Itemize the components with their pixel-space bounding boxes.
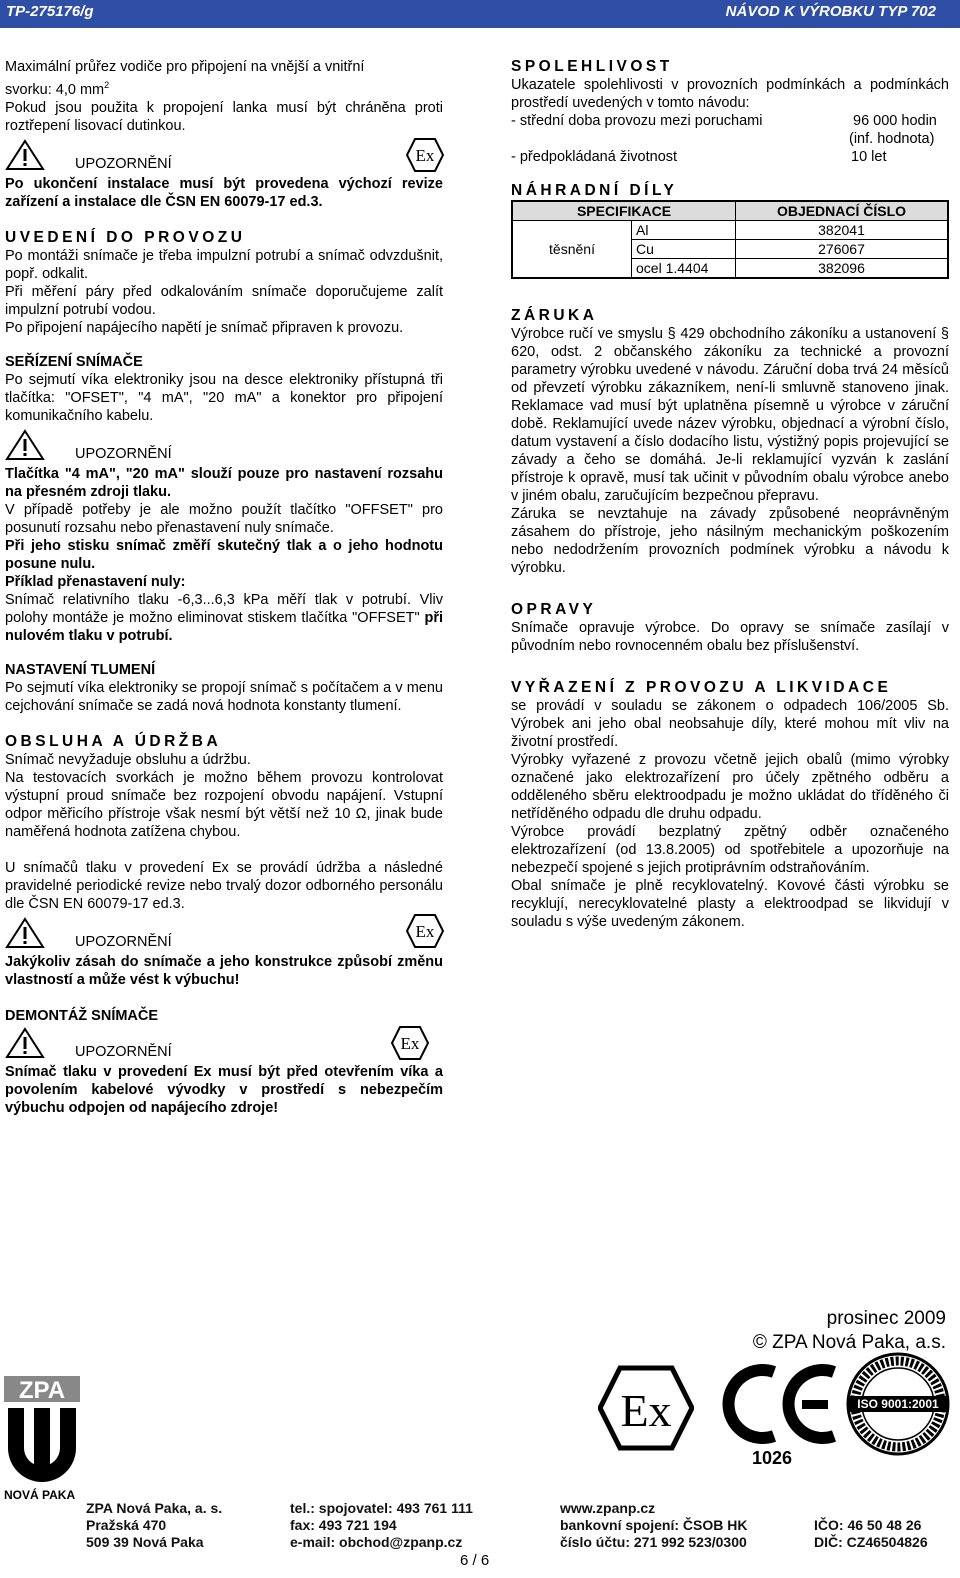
- svg-text:Ex: Ex: [415, 921, 435, 941]
- warning-triangle-icon: [5, 139, 45, 171]
- paragraph: Maximální průřez vodiče pro připojení na vnější a vnitřní: [5, 59, 365, 75]
- ex-hexagon-icon: [405, 137, 445, 173]
- paragraph: Snímače opravuje výrobce. Do opravy se snímače zasílají v původním nebo rovnocenném obalu bez příslušenství.: [511, 620, 949, 654]
- paragraph: Obal snímače je plně recyklovatelný. Kovové části výrobku se recyklují, nerecyklovatelné plasty a elektroodpad se likvidují v souladu s výše uvedeným zákonem.: [511, 878, 949, 930]
- doc-id: TP-275176/g: [6, 3, 94, 20]
- svg-text:Ex: Ex: [400, 1033, 420, 1053]
- table-cell: Cu: [632, 240, 736, 259]
- copyright: © ZPA Nová Paka, a.s.: [752, 1332, 946, 1353]
- page-header: [0, 0, 960, 28]
- table-cell: 382041: [736, 221, 949, 240]
- paragraph: Snímač relativního tlaku -6,3...6,3 kPa měří tlak v potrubí. Vliv polohy montáže je možno eliminovat stiskem tlačítka "OFFSET" při nulovém tlaku v potrubí.: [5, 591, 443, 644]
- warning-label: UPOZORNĚNÍ: [75, 445, 172, 462]
- section-heading: DEMONTÁŽ SNÍMAČE: [5, 1007, 159, 1024]
- section-heading: SPOLEHLIVOST: [511, 58, 673, 75]
- spare-parts-table: [511, 200, 949, 279]
- warning-block: [5, 1027, 443, 1063]
- svg-text:Ex: Ex: [415, 145, 435, 165]
- ex-hexagon-icon: [390, 1025, 430, 1061]
- date-block: [760, 1306, 946, 1332]
- reliability-row: - předpokládaná životnost 10 let: [511, 149, 887, 165]
- table-header: SPECIFIKACE: [512, 201, 736, 221]
- paragraph: Výrobce ručí ve smyslu § 429 obchodního zákoníku a ustanovení § 620, odst. 2 občanského zákoníku za technické a provozní parametry výrobku uvedené v návodu. Záruční doba trvá 24 měsíců od převzetí výrobku zákazníkem, není-li smluvně stanoveno jinak. Reklamace vad musí být uplatněna písemně u výrobce v záruční době. Reklamující uvede název výrobku, objednací a výrobní číslo, datum vystavení a číslo dodacího listu, výstižný popis projevující se závady a čeho se domáhá. Je-li reklamující vyzván k zaslání přístroje k opravě, musí tak učinit v původním obalu výrobce anebo v jiném obalu, zaručujícím bezpečnou přepravu.: [511, 326, 949, 504]
- paragraph: Příklad přenastavení nuly:: [5, 573, 186, 590]
- ex-hexagon-icon: [405, 913, 445, 949]
- reliability-row: - střední doba provozu mezi poruchami 96 000 hodin: [511, 113, 937, 129]
- paragraph: Po sejmutí víka elektroniky se propojí snímač s počítačem a v menu cejchování snímače se zadá nová hodnota konstanty tlumení.: [5, 679, 443, 714]
- fax: fax: 493 721 194: [290, 1517, 397, 1533]
- paragraph: Záruka se nevztahuje na závady způsobené neoprávněným zásahem do přístroje, jeho násilným mechanickým poškozením nebo nedodržením provozních podmínek výrobku a návodu k výrobku.: [511, 506, 949, 576]
- paragraph: Ukazatele spolehlivosti v provozních podmínkách a podmínkách prostředí uvedených v tomto návodu:: [511, 77, 949, 111]
- ex-mark-icon: [598, 1364, 694, 1452]
- logo-subtitle: NOVÁ PAKA: [4, 1488, 76, 1502]
- warning-triangle-icon: [5, 1027, 45, 1059]
- paragraph: Po připojení napájecího napětí je snímač připraven k provozu.: [5, 319, 404, 336]
- section-heading: OPRAVY: [511, 601, 597, 618]
- paragraph: Výrobky vyřazené z provozu včetně jejich obalů (mimo výrobky označené jako elektrozařízení pro účely zpětného odběru a odděleného sběru elektroodpadu je možno ukládat do tříděného či netříděného odpadu dle druhu odpadu.: [511, 752, 949, 822]
- ce-number: 1026: [752, 1448, 793, 1468]
- warning-block: [5, 429, 443, 465]
- bank: bankovní spojení: ČSOB HK: [560, 1517, 748, 1533]
- warning-text: Jakýkoliv zásah do snímače a jeho konstrukce způsobí změnu vlastností a může vést k výbuchu!: [5, 953, 443, 988]
- warning-label: UPOZORNĚNÍ: [75, 933, 172, 950]
- section-heading: UVEDENÍ DO PROVOZU: [5, 228, 246, 246]
- doc-title: NÁVOD K VÝROBKU TYP 702: [725, 3, 936, 20]
- section-heading: ZÁRUKA: [511, 307, 598, 324]
- paragraph: V případě potřeby je ale možno použít tlačítko "OFFSET" pro posunutí rozsahu nebo přenastavení nuly snímače.: [5, 501, 443, 536]
- table-header: OBJEDNACÍ ČÍSLO: [736, 201, 949, 221]
- date: prosinec 2009: [826, 1308, 946, 1329]
- address-block: [86, 1500, 222, 1551]
- right-column: [511, 58, 949, 931]
- table-cell: ocel 1.4404: [632, 259, 736, 279]
- dic: DIČ: CZ46504826: [814, 1534, 928, 1550]
- table-cell: 276067: [736, 240, 949, 259]
- paragraph: U snímačů tlaku v provedení Ex se provádí údržba a následné pravidelné periodické revize nebo trvalý dozor odborného personálu dle ČSN EN 60079-17 ed.3.: [5, 859, 443, 912]
- warning-text: Po ukončení instalace musí být provedena výchozí revize zařízení a instalace dle ČSN EN 60079-17 ed.3.: [5, 175, 443, 210]
- account: číslo účtu: 271 992 523/0300: [560, 1534, 747, 1550]
- section-heading: VYŘAZENÍ Z PROVOZU A LIKVIDACE: [511, 679, 892, 696]
- paragraph: Po montáži snímače je třeba impulzní potrubí a snímač odvzdušnit, popř. odkalit.: [5, 247, 443, 282]
- ids-block: [814, 1517, 928, 1551]
- company-name: ZPA Nová Paka, a. s.: [86, 1500, 223, 1516]
- section-heading: NÁHRADNÍ DÍLY: [511, 182, 678, 199]
- left-column: [5, 58, 443, 1117]
- warning-label: UPOZORNĚNÍ: [75, 155, 172, 172]
- section-heading: NASTAVENÍ TLUMENÍ: [5, 661, 156, 678]
- svg-text:ZPA: ZPA: [18, 1377, 66, 1404]
- street: Pražská 470: [86, 1517, 167, 1533]
- iso-seal: [846, 1352, 950, 1456]
- contact-block: [290, 1500, 473, 1551]
- email-link[interactable]: e-mail: obchod@zpanp.cz: [290, 1534, 463, 1550]
- ico: IČO: 46 50 48 26: [814, 1517, 922, 1533]
- warning-block: [5, 139, 443, 175]
- table-cell: Al: [632, 221, 736, 240]
- paragraph: svorku: 4,0 $mm^2$: [5, 80, 110, 98]
- paragraph: Po sejmutí víka elektroniky jsou na desce elektroniky přístupná tři tlačítka: "OFSET", "4 mA", "20 mA" a konektor pro připojení komunikačního kabelu.: [5, 371, 443, 424]
- paragraph: Pokud jsou použita k propojení lanka musí být chráněna proti roztřepení lisovací dutinkou.: [5, 99, 443, 134]
- section-heading: OBSLUHA A ÚDRŽBA: [5, 732, 222, 750]
- paragraph: Při měření páry před odkalováním snímače doporučujeme zalít impulzní potrubí vodou.: [5, 283, 443, 318]
- warning-triangle-icon: [5, 429, 45, 461]
- paragraph: Na testovacích svorkách je možno během provozu kontrolovat výstupní proud snímače bez rozpojení obvodu napájení. Vstupní odpor měřicího přístroje však nesmí být větší než 10 Ω, jinak bude naměřená hodnota zatížena chybou.: [5, 769, 443, 840]
- zpa-logo-icon: [4, 1376, 80, 1500]
- warning-triangle-icon: [5, 917, 45, 949]
- iso-text: ISO 9001:2001: [857, 1397, 939, 1411]
- table-cell: těsnění: [512, 221, 632, 279]
- paragraph: se provádí v souladu se zákonem o odpadech 106/2005 Sb. Výrobek ani jeho obal neobsahuje díly, které mohou mít vliv na životní prostředí.: [511, 698, 949, 750]
- warning-label: UPOZORNĚNÍ: [75, 1043, 172, 1060]
- city: 509 39 Nová Paka: [86, 1534, 204, 1550]
- svg-text:Ex: Ex: [620, 1385, 672, 1436]
- page-number: 6 / 6: [460, 1552, 490, 1569]
- warning-block: [5, 917, 443, 953]
- zpa-logo: [4, 1376, 80, 1502]
- phone: tel.: spojovatel: 493 761 111: [290, 1500, 473, 1516]
- paragraph: Výrobce provádí bezplatný zpětný odběr označeného elektrozařízení (od 13.8.2005) od spotřebitele a upozorňuje na nebezpečí spojené s jejich protiprávním odstraňováním.: [511, 824, 949, 876]
- paragraph: Snímač nevyžaduje obsluhu a údržbu.: [5, 751, 251, 768]
- ce-mark-icon: [722, 1364, 840, 1444]
- table-cell: 382096: [736, 259, 949, 279]
- section-heading: SEŘÍZENÍ SNÍMAČE: [5, 353, 143, 370]
- paragraph: Při jeho stisku snímač změří skutečný tlak a o jeho hodnotu posune nulu.: [5, 537, 443, 572]
- warning-text: Tlačítka "4 mA", "20 mA" slouží pouze pro nastavení rozsahu na přesném zdroji tlaku.: [5, 465, 443, 500]
- warning-text: Snímač tlaku v provedení Ex musí být před otevřením víka a povolením kabelové vývodky v prostředí s nebezpečím výbuchu odpojen od napájecího zdroje!: [5, 1063, 443, 1116]
- bank-block: [560, 1500, 747, 1551]
- reliability-note: (inf. hodnota): [849, 131, 935, 147]
- website-link[interactable]: www.zpanp.cz: [560, 1500, 656, 1516]
